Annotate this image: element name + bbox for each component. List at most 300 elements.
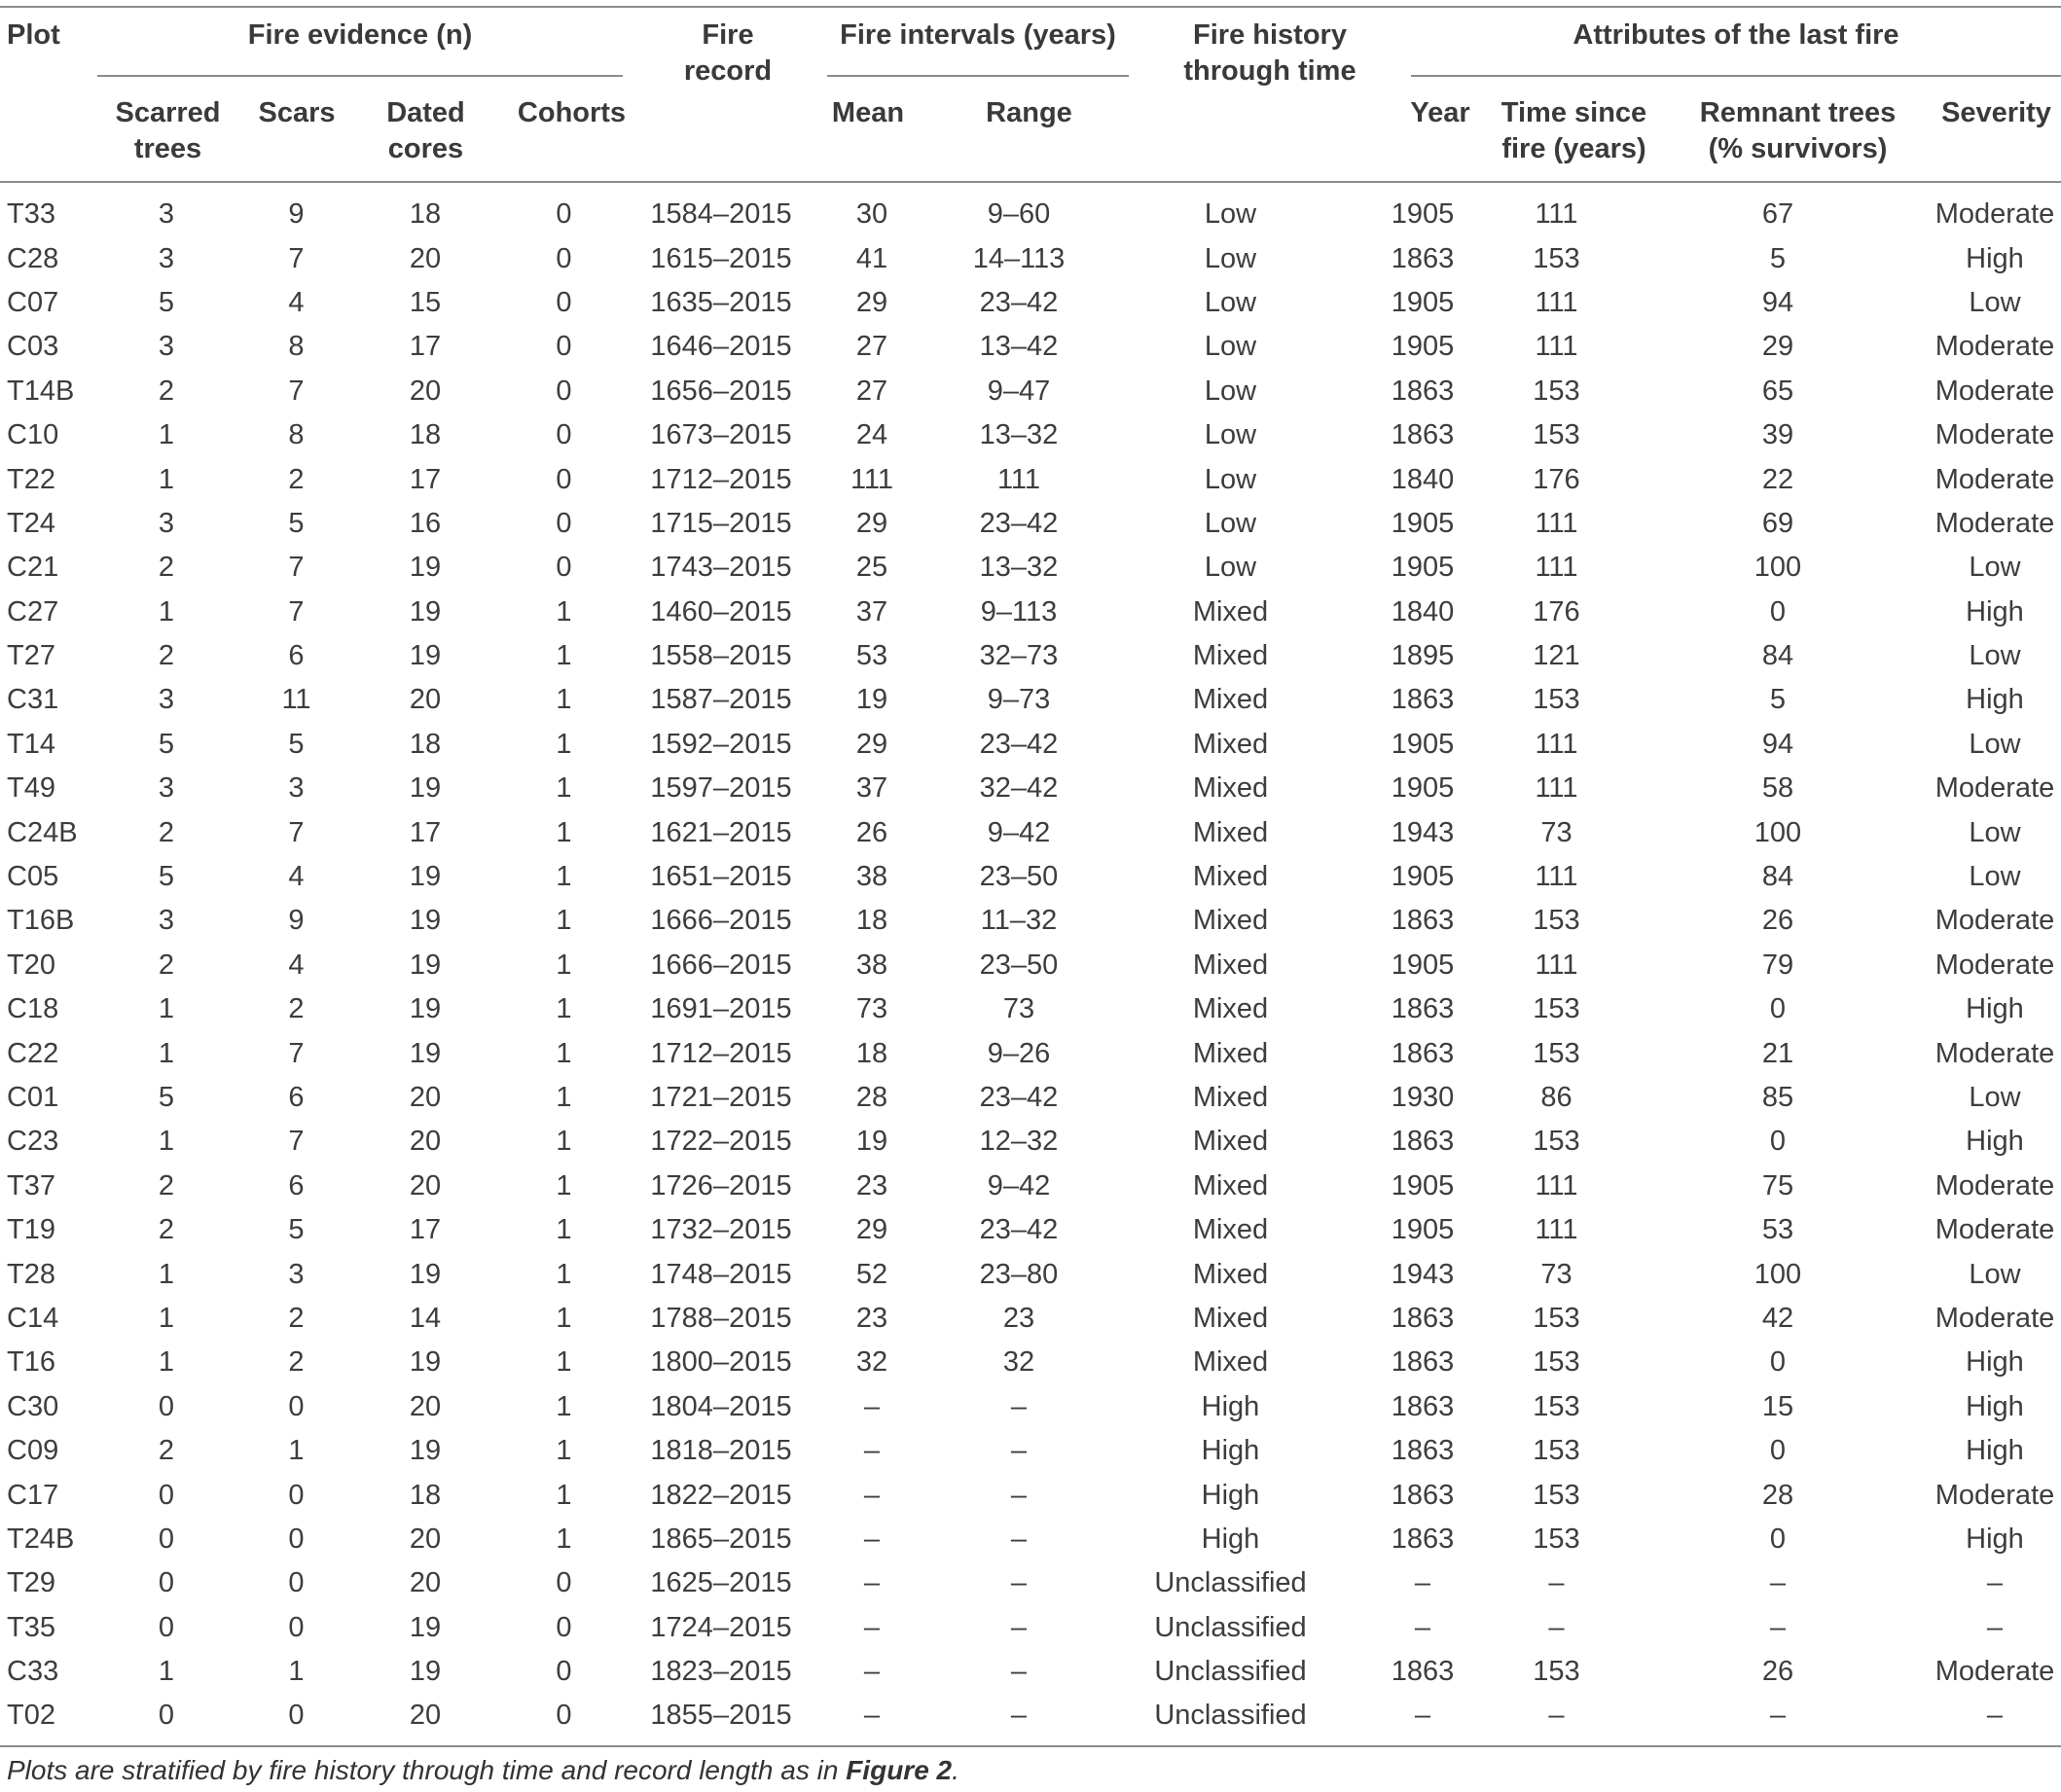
cell-remnant-trees: 26 [1761,905,1794,937]
cell-time-since: 153 [1533,1479,1580,1511]
cell-severity: Low [1969,861,2021,893]
cell-cohorts: 1 [556,1037,572,1069]
cell-mean: – [863,1479,881,1511]
cell-time-since: – [1548,1700,1565,1732]
cell-dated-cores: 18 [409,419,442,451]
table-row [0,1606,2061,1650]
cell-mean: – [863,1611,881,1643]
table-row [0,1429,2061,1473]
footnote-figure-ref[interactable]: Figure 2 [846,1755,953,1785]
header-time-since [1489,95,1659,167]
cell-scars: 3 [288,772,305,805]
cell-range: – [1010,1523,1028,1555]
cell-dated-cores: 15 [409,286,442,318]
cell-fire-record: 1743–2015 [650,552,792,584]
cell-dated-cores: 20 [409,684,442,716]
cell-cohorts: 0 [556,1700,572,1732]
cell-severity: Moderate [1934,905,2055,937]
cell-mean: 37 [855,772,888,805]
cell-plot: C07 [7,286,59,318]
cell-severity: High [1966,1435,2024,1467]
cell-scarred-trees: 3 [158,331,175,363]
cell-fire-history: Low [1204,419,1257,451]
cell-mean: 37 [855,595,888,627]
cell-mean: 23 [855,1169,888,1201]
cell-year: 1905 [1391,1169,1455,1201]
cell-scars: 8 [288,419,305,451]
fire-evidence-rule [97,75,623,77]
table-row [0,1650,2061,1694]
cell-plot: C28 [7,242,59,274]
cell-cohorts: 1 [556,949,572,981]
cell-severity: Moderate [1934,419,2055,451]
cell-scarred-trees: 0 [158,1479,175,1511]
table-row [0,193,2061,236]
cell-time-since: 111 [1535,1214,1578,1246]
cell-fire-record: 1656–2015 [650,375,792,407]
table-row [0,810,2061,854]
table-row [0,413,2061,457]
header-fire-record [650,18,806,90]
cell-dated-cores: 20 [409,1126,442,1158]
cell-cohorts: 1 [556,816,572,848]
table-row [0,1252,2061,1296]
cell-cohorts: 1 [556,684,572,716]
cell-severity: Moderate [1934,1302,2055,1334]
cell-remnant-trees: 100 [1754,1258,1802,1290]
cell-fire-record: 1673–2015 [650,419,792,451]
cell-scarred-trees: 2 [158,816,175,848]
cell-plot: C33 [7,1656,59,1688]
cell-range: – [1010,1390,1028,1422]
header-attributes: Attributes of the last fire [1573,19,1899,51]
cell-fire-history: Low [1204,552,1257,584]
cell-year: 1905 [1391,861,1455,893]
cell-time-since: 111 [1535,331,1578,363]
cell-dated-cores: 18 [409,1479,442,1511]
cell-severity: Moderate [1934,772,2055,805]
cell-mean: – [863,1700,881,1732]
header-remnant-trees [1679,95,1917,167]
cell-dated-cores: 17 [409,816,442,848]
cell-time-since: 153 [1533,419,1580,451]
cell-scarred-trees: 2 [158,1169,175,1201]
cell-scarred-trees: 3 [158,242,175,274]
cell-cohorts: 1 [556,993,572,1025]
cell-dated-cores: 19 [409,993,442,1025]
cell-severity: High [1966,993,2024,1025]
cell-time-since: 153 [1533,375,1580,407]
cell-scars: 7 [288,816,305,848]
table-row [0,325,2061,369]
cell-time-since: 176 [1533,463,1580,495]
cell-severity: High [1966,1523,2024,1555]
cell-cohorts: 1 [556,1258,572,1290]
cell-year: 1905 [1391,728,1455,760]
cell-time-since: 153 [1533,1523,1580,1555]
cell-dated-cores: 20 [409,1082,442,1113]
cell-dated-cores: 19 [409,949,442,981]
cell-dated-cores: 20 [409,1700,442,1732]
header-time-since-line1: Time since [1501,97,1647,128]
cell-remnant-trees: – [1769,1611,1787,1643]
cell-time-since: 111 [1535,198,1578,231]
cell-year: 1863 [1391,1037,1455,1069]
cell-cohorts: 1 [556,1126,572,1158]
cell-remnant-trees: 28 [1761,1479,1794,1511]
cell-fire-history: Low [1204,507,1257,539]
cell-plot: T16 [7,1346,55,1379]
cell-range: 23–42 [979,507,1059,539]
cell-plot: C01 [7,1082,59,1113]
cell-fire-record: 1646–2015 [650,331,792,363]
cell-dated-cores: 20 [409,1523,442,1555]
header-scars: Scars [258,97,336,128]
cell-dated-cores: 19 [409,595,442,627]
cell-fire-record: 1558–2015 [650,640,792,672]
cell-year: 1895 [1391,640,1455,672]
cell-year: 1943 [1391,1258,1455,1290]
cell-dated-cores: 19 [409,772,442,805]
cell-mean: 38 [855,861,888,893]
cell-time-since: 73 [1540,1258,1573,1290]
cell-fire-record: 1804–2015 [650,1390,792,1422]
cell-plot: T24B [7,1523,75,1555]
cell-mean: 28 [855,1082,888,1113]
cell-plot: T49 [7,772,55,805]
cell-range: 23–42 [979,1082,1059,1113]
cell-dated-cores: 19 [409,1037,442,1069]
cell-time-since: 153 [1533,1346,1580,1379]
cell-mean: 111 [850,463,894,495]
cell-scarred-trees: 2 [158,375,175,407]
cell-scars: 7 [288,1037,305,1069]
cell-cohorts: 1 [556,1214,572,1246]
cell-scars: 0 [288,1523,305,1555]
cell-time-since: 153 [1533,993,1580,1025]
cell-plot: C17 [7,1479,59,1511]
cell-time-since: 111 [1535,949,1578,981]
cell-dated-cores: 20 [409,1567,442,1599]
cell-plot: C05 [7,861,59,893]
table-row [0,1297,2061,1341]
cell-fire-record: 1800–2015 [650,1346,792,1379]
cell-mean: 52 [855,1258,888,1290]
cell-scarred-trees: 3 [158,507,175,539]
cell-dated-cores: 19 [409,552,442,584]
cell-year: 1863 [1391,242,1455,274]
cell-scarred-trees: 1 [158,1037,175,1069]
cell-fire-record: 1691–2015 [650,993,792,1025]
cell-scars: 7 [288,595,305,627]
cell-mean: 18 [855,1037,888,1069]
cell-time-since: – [1548,1611,1565,1643]
cell-range: 12–32 [979,1126,1059,1158]
table-row [0,1473,2061,1517]
cell-mean: 38 [855,949,888,981]
cell-time-since: 111 [1535,507,1578,539]
cell-plot: C09 [7,1435,59,1467]
cell-fire-history: Mixed [1192,816,1269,848]
cell-range: 9–73 [987,684,1051,716]
cell-scars: 9 [288,905,305,937]
cell-fire-history: Low [1204,463,1257,495]
cell-fire-history: Mixed [1192,640,1269,672]
header-range: Range [986,97,1072,128]
cell-fire-record: 1666–2015 [650,905,792,937]
cell-scarred-trees: 3 [158,905,175,937]
cell-mean: 19 [855,1126,888,1158]
table-row [0,236,2061,280]
cell-severity: Low [1969,286,2021,318]
cell-range: 23–80 [979,1258,1059,1290]
header-mean: Mean [831,97,905,128]
cell-severity: Moderate [1934,1169,2055,1201]
cell-scarred-trees: 5 [158,728,175,760]
cell-remnant-trees: – [1769,1567,1787,1599]
cell-remnant-trees: 67 [1761,198,1794,231]
cell-remnant-trees: 100 [1754,552,1802,584]
cell-fire-history: High [1201,1390,1260,1422]
cell-cohorts: 0 [556,1567,572,1599]
cell-mean: 24 [855,419,888,451]
cell-scarred-trees: 5 [158,286,175,318]
data-table [0,193,2061,1738]
cell-scarred-trees: 2 [158,640,175,672]
cell-fire-record: 1666–2015 [650,949,792,981]
cell-severity: Low [1969,640,2021,672]
cell-scars: 1 [288,1656,305,1688]
cell-year: 1863 [1391,1523,1455,1555]
cell-dated-cores: 19 [409,1258,442,1290]
cell-cohorts: 0 [556,507,572,539]
cell-fire-history: Unclassified [1154,1700,1307,1732]
cell-fire-record: 1712–2015 [650,1037,792,1069]
cell-scarred-trees: 0 [158,1567,175,1599]
header-fire-history-line2: through time [1183,55,1356,87]
cell-cohorts: 0 [556,242,572,274]
cell-scars: 6 [288,1082,305,1113]
cell-fire-history: Mixed [1192,1214,1269,1246]
cell-time-since: 153 [1533,1435,1580,1467]
cell-plot: C10 [7,419,59,451]
cell-range: 9–113 [980,595,1058,627]
table-row [0,281,2061,325]
cell-year: 1863 [1391,1126,1455,1158]
cell-year: 1863 [1391,905,1455,937]
cell-time-since: 153 [1533,1656,1580,1688]
cell-severity: Low [1969,1082,2021,1113]
table-footnote [7,1751,959,1790]
cell-mean: 19 [855,684,888,716]
cell-fire-history: Mixed [1192,1169,1269,1201]
cell-severity: Moderate [1934,1037,2055,1069]
cell-dated-cores: 18 [409,198,442,231]
attributes-rule [1411,75,2061,77]
cell-mean: 32 [855,1346,888,1379]
cell-remnant-trees: 0 [1769,1523,1787,1555]
cell-scars: 5 [288,507,305,539]
header-fire-record-line1: Fire [702,19,754,51]
cell-range: – [1010,1479,1028,1511]
cell-range: 9–42 [987,816,1051,848]
cell-dated-cores: 20 [409,242,442,274]
table-row [0,1208,2061,1252]
cell-fire-history: Mixed [1192,1037,1269,1069]
cell-scars: 9 [288,198,305,231]
cell-severity: High [1966,595,2024,627]
cell-severity: Low [1969,816,2021,848]
cell-range: 111 [996,463,1041,495]
cell-fire-history: Mixed [1192,905,1269,937]
table-row [0,1518,2061,1561]
cell-scarred-trees: 5 [158,861,175,893]
cell-plot: C31 [7,684,59,716]
cell-fire-history: High [1201,1523,1260,1555]
cell-mean: 30 [855,198,888,231]
cell-plot: T19 [7,1214,55,1246]
cell-severity: High [1966,1346,2024,1379]
cell-cohorts: 0 [556,198,572,231]
cell-remnant-trees: 0 [1769,993,1787,1025]
cell-year: 1905 [1391,949,1455,981]
cell-range: 9–42 [987,1169,1051,1201]
cell-year: 1905 [1391,552,1455,584]
cell-plot: T22 [7,463,55,495]
cell-scars: 1 [288,1435,305,1467]
cell-scars: 2 [288,1346,305,1379]
cell-remnant-trees: 0 [1769,1346,1787,1379]
cell-fire-history: Mixed [1192,684,1269,716]
cell-scarred-trees: 2 [158,1214,175,1246]
table-row [0,1076,2061,1120]
cell-dated-cores: 19 [409,1346,442,1379]
table-row [0,1120,2061,1164]
cell-scarred-trees: 0 [158,1390,175,1422]
header-dated-cores-line2: cores [387,133,464,164]
cell-time-since: – [1548,1567,1565,1599]
cell-plot: T29 [7,1567,55,1599]
cell-cohorts: 0 [556,286,572,318]
cell-range: 23–42 [979,1214,1059,1246]
header-scarred-trees-line1: Scarred [115,97,221,128]
footnote-suffix: . [952,1755,959,1785]
cell-mean: 53 [855,640,888,672]
cell-year: 1863 [1391,1390,1455,1422]
header-time-since-line2: fire (years) [1501,133,1646,164]
cell-scarred-trees: 3 [158,198,175,231]
cell-remnant-trees: 58 [1761,772,1794,805]
cell-year: 1863 [1391,1346,1455,1379]
cell-time-since: 153 [1533,1126,1580,1158]
cell-range: – [1010,1700,1028,1732]
cell-year: – [1414,1567,1431,1599]
cell-fire-record: 1865–2015 [650,1523,792,1555]
cell-cohorts: 1 [556,1479,572,1511]
cell-cohorts: 1 [556,861,572,893]
cell-remnant-trees: – [1769,1700,1787,1732]
cell-mean: 73 [855,993,888,1025]
cell-scars: 5 [288,1214,305,1246]
cell-remnant-trees: 0 [1769,595,1787,627]
cell-scars: 2 [288,993,305,1025]
cell-scars: 0 [288,1390,305,1422]
cell-dated-cores: 17 [409,1214,442,1246]
header-fire-history [1163,18,1377,90]
cell-cohorts: 1 [556,1523,572,1555]
cell-year: – [1414,1700,1431,1732]
cell-cohorts: 0 [556,375,572,407]
cell-severity: Low [1969,552,2021,584]
cell-remnant-trees: 53 [1761,1214,1794,1246]
cell-year: 1840 [1391,595,1455,627]
cell-scars: 11 [281,684,311,716]
cell-severity: Moderate [1934,507,2055,539]
cell-severity: Low [1969,728,2021,760]
cell-range: – [1010,1435,1028,1467]
cell-fire-record: 1460–2015 [650,595,792,627]
table-row [0,502,2061,546]
cell-cohorts: 1 [556,905,572,937]
table-row [0,987,2061,1031]
cell-plot: C21 [7,552,59,584]
cell-scarred-trees: 1 [158,1258,175,1290]
cell-scars: 0 [288,1700,305,1732]
cell-mean: – [863,1435,881,1467]
cell-mean: 27 [855,375,888,407]
cell-scars: 8 [288,331,305,363]
cell-remnant-trees: 85 [1761,1082,1794,1113]
cell-dated-cores: 16 [409,507,442,539]
cell-fire-record: 1715–2015 [650,507,792,539]
cell-remnant-trees: 5 [1769,684,1787,716]
cell-scarred-trees: 0 [158,1700,175,1732]
cell-range: 13–32 [979,552,1059,584]
cell-fire-history: High [1201,1479,1260,1511]
footnote-text: Plots are stratified by fire history through time and record length as in [7,1755,847,1785]
table-row [0,1561,2061,1605]
cell-severity: Low [1969,1258,2021,1290]
cell-fire-history: Mixed [1192,728,1269,760]
cell-remnant-trees: 26 [1761,1656,1794,1688]
cell-severity: – [1986,1611,2004,1643]
cell-dated-cores: 19 [409,1435,442,1467]
cell-dated-cores: 20 [409,375,442,407]
cell-remnant-trees: 29 [1761,331,1794,363]
cell-cohorts: 0 [556,463,572,495]
cell-year: 1863 [1391,1656,1455,1688]
cell-cohorts: 1 [556,772,572,805]
cell-mean: 25 [855,552,888,584]
cell-severity: Moderate [1934,375,2055,407]
cell-mean: 18 [855,905,888,937]
cell-scarred-trees: 5 [158,1082,175,1113]
cell-range: 32–42 [979,772,1059,805]
cell-mean: 41 [855,242,888,274]
cell-time-since: 153 [1533,1037,1580,1069]
cell-plot: T02 [7,1700,55,1732]
cell-fire-record: 1721–2015 [650,1082,792,1113]
header-year: Year [1410,97,1470,128]
cell-scarred-trees: 1 [158,1656,175,1688]
cell-range: – [1010,1656,1028,1688]
header-fire-intervals: Fire intervals (years) [840,19,1116,51]
cell-remnant-trees: 65 [1761,375,1794,407]
cell-time-since: 176 [1533,595,1580,627]
cell-plot: T28 [7,1258,55,1290]
cell-scarred-trees: 3 [158,772,175,805]
cell-scarred-trees: 1 [158,419,175,451]
